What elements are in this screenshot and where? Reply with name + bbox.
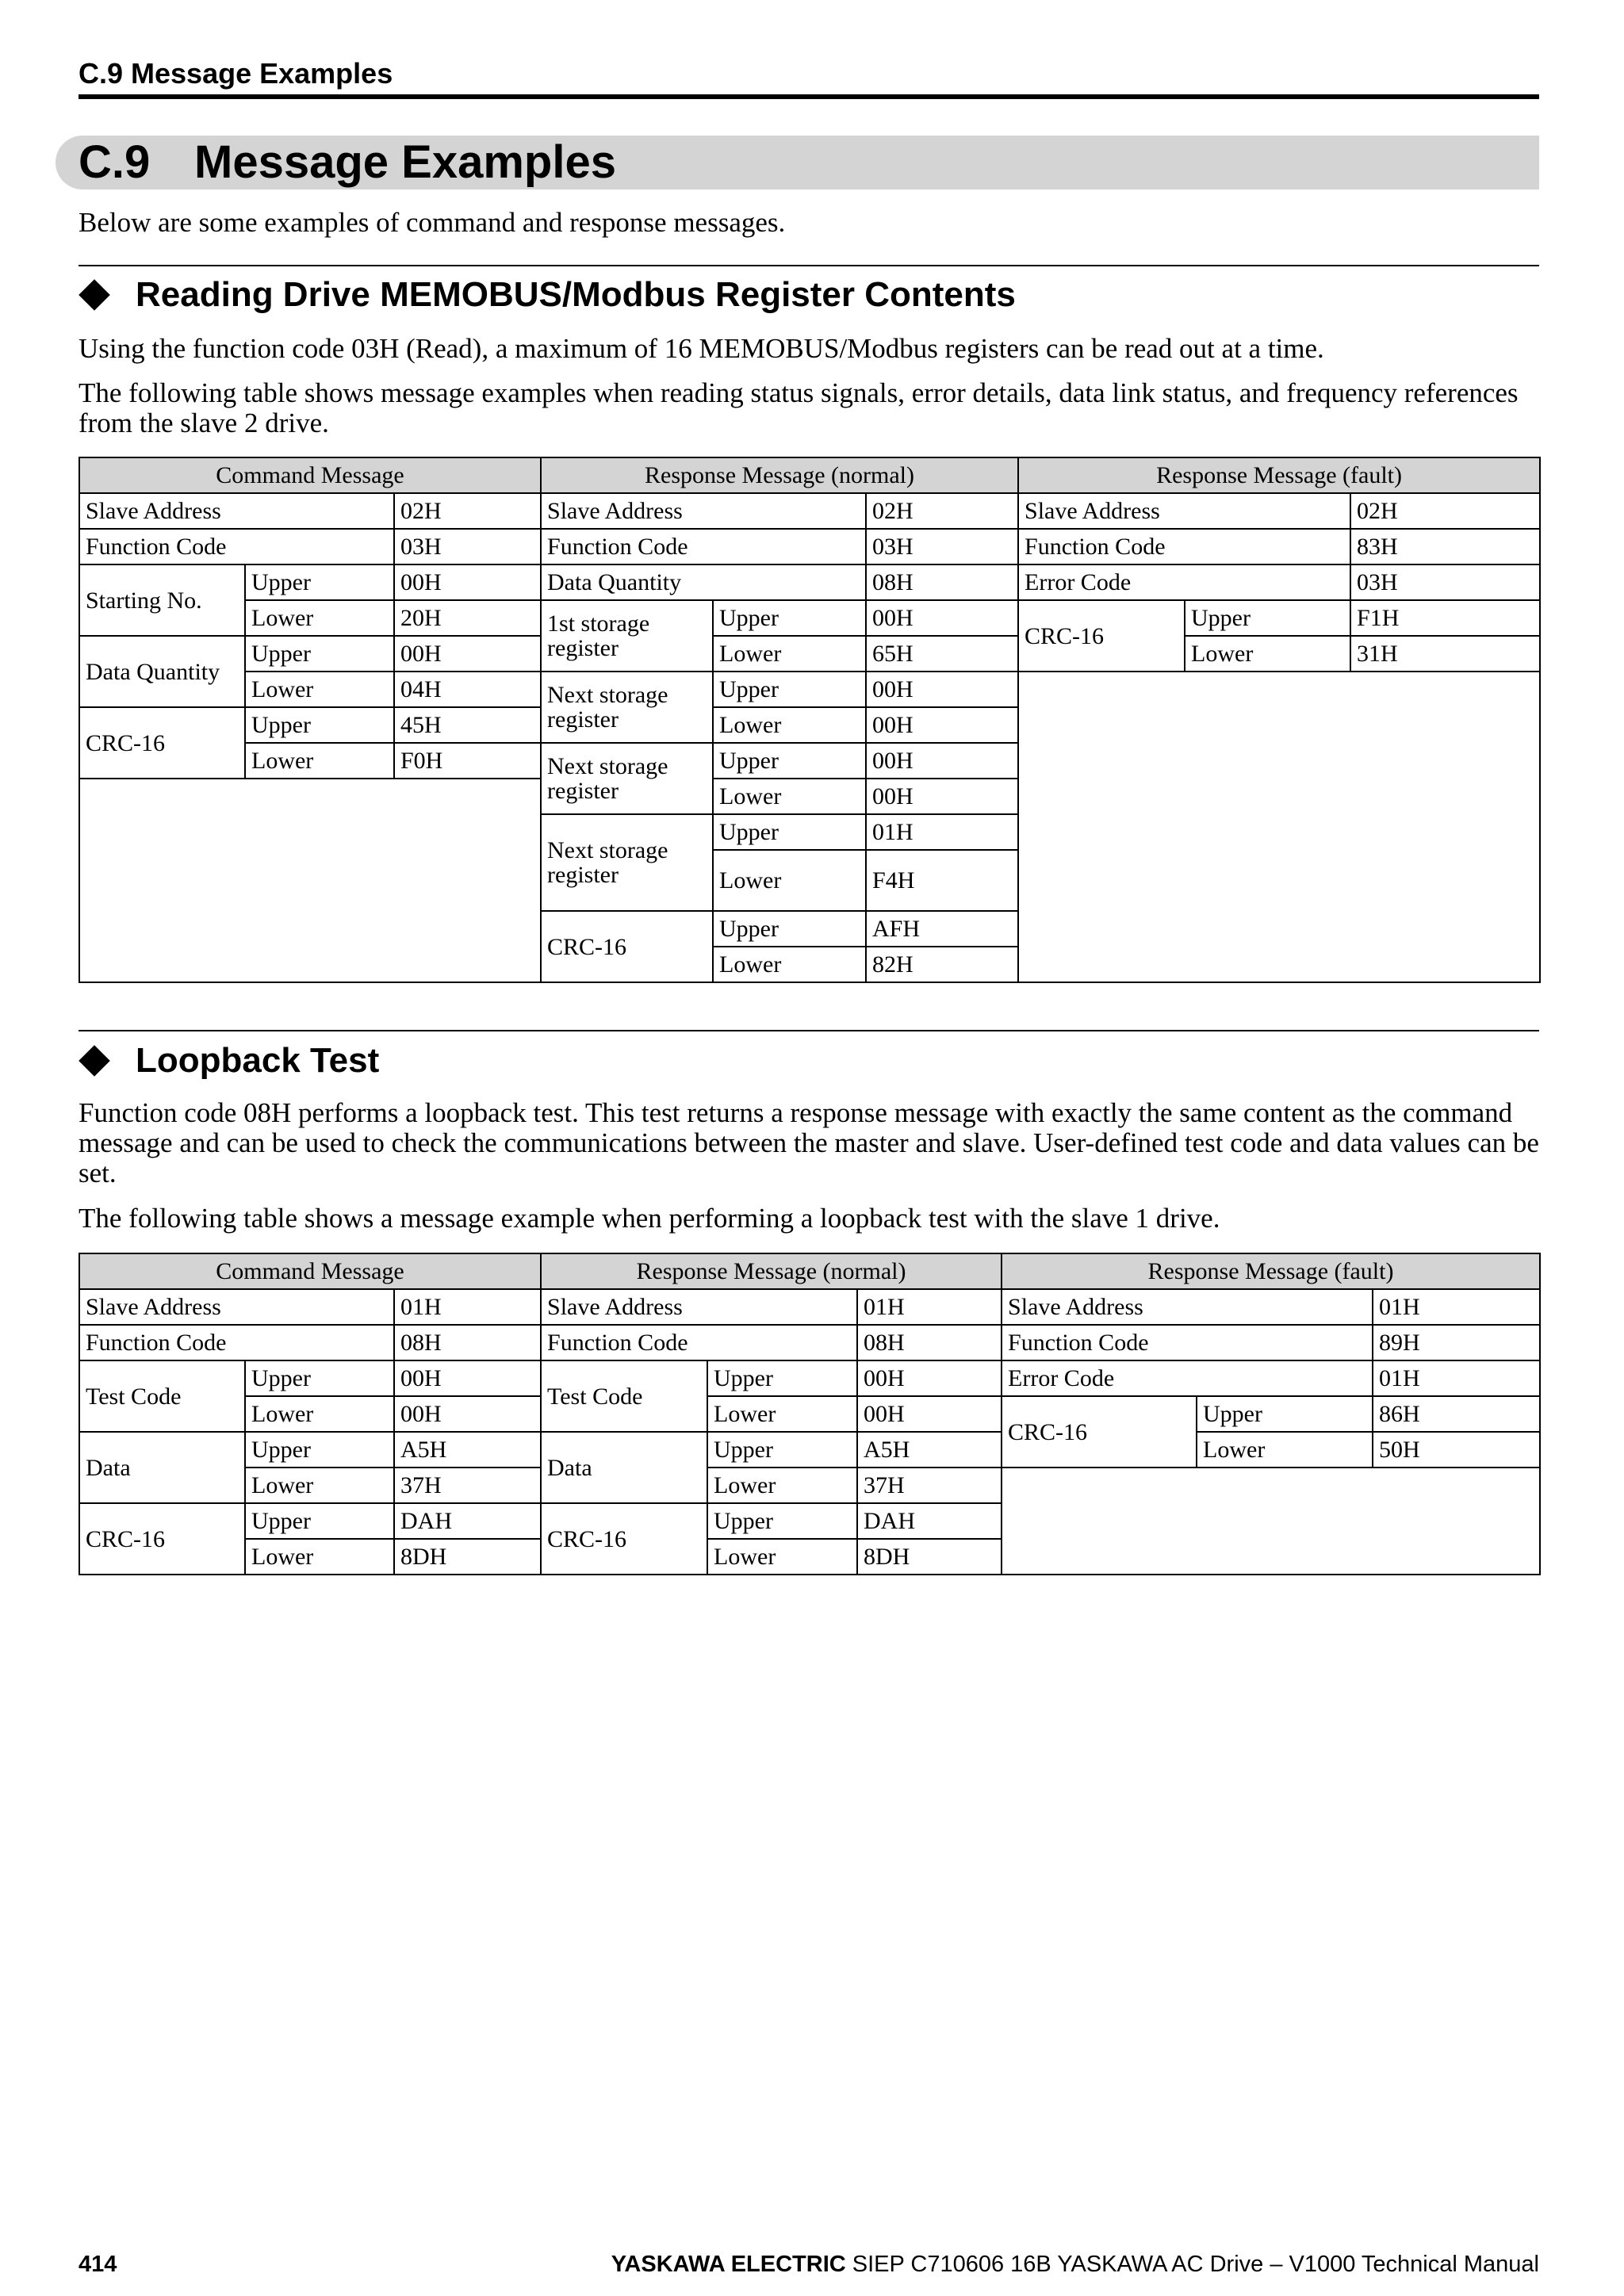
section2-paragraph-1: Function code 08H performs a loopback test. This test returns a response message with exactly the same content as the command message and can be used to check the communications between the master and slave. User-defined test code and data values can be set. — [79, 1097, 1539, 1188]
normal-data-upper-value: A5H — [857, 1432, 1002, 1468]
normal-reg4-lower-label: Lower — [713, 850, 866, 911]
normal-reg4-upper-value: 01H — [866, 814, 1018, 850]
cmd-function-code-value: 03H — [394, 529, 541, 564]
cmd-starting-no-lower-label: Lower — [245, 600, 394, 636]
fault-crc-lower-label: Lower — [1197, 1432, 1373, 1468]
cmd-test-code-upper-value: 00H — [394, 1360, 541, 1396]
normal-crc-lower-label: Lower — [713, 947, 866, 982]
cmd-test-code-upper-label: Upper — [245, 1360, 394, 1396]
cmd-data-quantity-upper-label: Upper — [245, 636, 394, 672]
normal-crc-upper-label: Upper — [713, 911, 866, 947]
normal-reg3-label: Next storage register — [541, 743, 713, 814]
cmd-slave-address-value: 01H — [394, 1289, 541, 1325]
normal-reg1-lower-value: 65H — [866, 636, 1018, 672]
normal-slave-address-value: 02H — [866, 493, 1018, 529]
fault-function-code-value: 89H — [1373, 1325, 1540, 1360]
fault-crc-label — [1018, 600, 1350, 672]
loopback-table — [79, 1253, 1541, 1575]
header-rule — [79, 94, 1539, 99]
normal-function-code-value: 03H — [866, 529, 1018, 564]
cmd-test-code-label: Test Code — [79, 1360, 245, 1432]
normal-crc-upper-label: Upper — [707, 1503, 857, 1539]
normal-reg2-lower-label: Lower — [713, 707, 866, 743]
fault-crc-lower-value: 50H — [1373, 1432, 1540, 1468]
normal-slave-address-label: Slave Address — [541, 1289, 857, 1325]
header-response-normal: Response Message (normal) — [541, 457, 1018, 493]
fault-slave-address-label: Slave Address — [1002, 1289, 1373, 1325]
cmd-starting-no-lower-value: 20H — [394, 600, 541, 636]
cmd-data-upper-value: A5H — [394, 1432, 541, 1468]
cmd-data-upper-label: Upper — [245, 1432, 394, 1468]
fault-function-code-value: 83H — [1350, 529, 1540, 564]
normal-test-code-upper-value: 00H — [857, 1360, 1002, 1396]
cmd-slave-address-label: Slave Address — [79, 1289, 394, 1325]
cmd-crc-upper-label: Upper — [245, 1503, 394, 1539]
page-number: 414 — [79, 2252, 117, 2277]
normal-crc-label: CRC-16 — [541, 911, 713, 982]
fault-crc-subtable — [1019, 601, 1350, 671]
fault-slave-address-value: 01H — [1373, 1289, 1540, 1325]
normal-reg1-upper-label: Upper — [713, 600, 866, 636]
normal-crc-label: CRC-16 — [541, 1503, 707, 1575]
fault-crc-label: CRC-16 — [1002, 1396, 1197, 1468]
normal-reg3-upper-label: Upper — [713, 743, 866, 779]
cmd-data-label: Data — [79, 1432, 245, 1503]
footer-manual: SIEP C710606 16B YASKAWA AC Drive – V1000 Technical Manual — [852, 2252, 1539, 2277]
cmd-crc-lower-label: Lower — [245, 743, 394, 779]
register-read-table — [79, 457, 1541, 983]
cmd-data-quantity-lower-label: Lower — [245, 672, 394, 707]
normal-reg2-upper-label: Upper — [713, 672, 866, 707]
normal-reg4-label: Next storage register — [541, 814, 713, 911]
section1-paragraph-1: Using the function code 03H (Read), a maximum of 16 MEMOBUS/Modbus registers can be read out at a time. — [79, 333, 1324, 364]
normal-data-upper-label: Upper — [707, 1432, 857, 1468]
cmd-data-quantity-upper-value: 00H — [394, 636, 541, 672]
cmd-slave-address-label: Slave Address — [79, 493, 394, 529]
fault-crc-upper-value: F1H — [1350, 600, 1540, 636]
chapter-title: Message Examples — [194, 136, 616, 188]
section1-rule — [79, 265, 1539, 266]
cmd-empty-area — [79, 779, 541, 982]
normal-function-code-value: 08H — [857, 1325, 1002, 1360]
normal-slave-address-value: 01H — [857, 1289, 1002, 1325]
intro-paragraph: Below are some examples of command and response messages. — [79, 207, 786, 238]
fault-empty-area — [1018, 672, 1540, 982]
cmd-data-quantity-lower-value: 04H — [394, 672, 541, 707]
cmd-crc-upper-value: DAH — [394, 1503, 541, 1539]
cmd-crc-label: CRC-16 — [79, 1503, 245, 1575]
cmd-crc-lower-label: Lower — [245, 1539, 394, 1575]
fault-error-code-label: Error Code — [1018, 564, 1350, 600]
cmd-slave-address-value: 02H — [394, 493, 541, 529]
normal-reg4-upper-label: Upper — [713, 814, 866, 850]
cmd-crc-lower-value: F0H — [394, 743, 541, 779]
fault-crc-lower-value: 31H — [1350, 636, 1540, 672]
fault-crc-upper-value: 86H — [1373, 1396, 1540, 1432]
normal-reg1-lower-label: Lower — [713, 636, 866, 672]
fault-function-code-label: Function Code — [1018, 529, 1350, 564]
cmd-starting-no-upper-value: 00H — [394, 564, 541, 600]
normal-function-code-label: Function Code — [541, 529, 866, 564]
fault-crc-upper-label: Upper — [1185, 601, 1350, 636]
normal-reg1-label: 1st storage register — [541, 600, 713, 672]
fault-error-code-label: Error Code — [1002, 1360, 1373, 1396]
normal-function-code-label: Function Code — [541, 1325, 857, 1360]
normal-reg4-lower-value: F4H — [866, 850, 1018, 911]
cmd-function-code-label: Function Code — [79, 1325, 394, 1360]
cmd-test-code-lower-label: Lower — [245, 1396, 394, 1432]
fault-slave-address-value: 02H — [1350, 493, 1540, 529]
normal-reg1-upper-value: 00H — [866, 600, 1018, 636]
cmd-test-code-lower-value: 00H — [394, 1396, 541, 1432]
fault-crc-lower-label: Lower — [1191, 641, 1254, 667]
cmd-crc-lower-value: 8DH — [394, 1539, 541, 1575]
normal-reg3-lower-label: Lower — [713, 779, 866, 814]
diamond-bullet-icon — [79, 1045, 110, 1077]
normal-reg2-upper-value: 00H — [866, 672, 1018, 707]
normal-reg3-upper-value: 00H — [866, 743, 1018, 779]
normal-data-label: Data — [541, 1432, 707, 1503]
cmd-data-quantity-label: Data Quantity — [79, 636, 245, 707]
normal-test-code-lower-value: 00H — [857, 1396, 1002, 1432]
header-response-fault: Response Message (fault) — [1002, 1253, 1540, 1289]
cmd-function-code-label: Function Code — [79, 529, 394, 564]
header-command-message: Command Message — [79, 457, 541, 493]
section2-heading — [79, 1038, 379, 1084]
fault-function-code-label: Function Code — [1002, 1325, 1373, 1360]
normal-slave-address-label: Slave Address — [541, 493, 866, 529]
fault-slave-address-label: Slave Address — [1018, 493, 1350, 529]
section1-heading-text: Reading Drive MEMOBUS/Modbus Register Contents — [136, 275, 1016, 314]
normal-data-quantity-value: 08H — [866, 564, 1018, 600]
section2-heading-text: Loopback Test — [136, 1041, 380, 1080]
normal-test-code-upper-label: Upper — [707, 1360, 857, 1396]
normal-reg3-lower-value: 00H — [866, 779, 1018, 814]
cmd-data-lower-label: Lower — [245, 1468, 394, 1503]
normal-data-lower-label: Lower — [707, 1468, 857, 1503]
fault-empty-area — [1002, 1468, 1540, 1575]
header-response-normal: Response Message (normal) — [541, 1253, 1002, 1289]
cmd-starting-no-upper-label: Upper — [245, 564, 394, 600]
normal-crc-lower-value: 8DH — [857, 1539, 1002, 1575]
running-header: C.9 Message Examples — [79, 57, 393, 90]
normal-data-quantity-label: Data Quantity — [541, 564, 866, 600]
header-command-message: Command Message — [79, 1253, 541, 1289]
footer-manual-title — [611, 2252, 1539, 2278]
chapter-number: C.9 — [79, 136, 151, 188]
normal-reg2-label: Next storage register — [541, 672, 713, 743]
cmd-data-lower-value: 37H — [394, 1468, 541, 1503]
normal-crc-lower-label: Lower — [707, 1539, 857, 1575]
cmd-starting-no-label: Starting No. — [79, 564, 245, 636]
footer-brand: YASKAWA ELECTRIC — [611, 2252, 846, 2277]
normal-test-code-lower-label: Lower — [707, 1396, 857, 1432]
cmd-crc-upper-value: 45H — [394, 707, 541, 743]
normal-crc-upper-value: DAH — [857, 1503, 1002, 1539]
section1-heading — [79, 272, 1016, 318]
header-response-fault: Response Message (fault) — [1018, 457, 1540, 493]
section2-paragraph-2: The following table shows a message example when performing a loopback test with the slave 1 drive. — [79, 1203, 1220, 1234]
fault-error-code-value: 03H — [1350, 564, 1540, 600]
normal-crc-upper-value: AFH — [866, 911, 1018, 947]
fault-crc-upper-label: Upper — [1197, 1396, 1373, 1432]
cmd-crc-label: CRC-16 — [79, 707, 245, 779]
cmd-crc-upper-label: Upper — [245, 707, 394, 743]
normal-reg2-lower-value: 00H — [866, 707, 1018, 743]
fault-error-code-value: 01H — [1373, 1360, 1540, 1396]
normal-crc-lower-value: 82H — [866, 947, 1018, 982]
fault-crc-label-text: CRC-16 — [1019, 601, 1185, 671]
section2-rule — [79, 1030, 1539, 1031]
normal-data-lower-value: 37H — [857, 1468, 1002, 1503]
cmd-function-code-value: 08H — [394, 1325, 541, 1360]
diamond-bullet-icon — [79, 279, 110, 311]
normal-test-code-label: Test Code — [541, 1360, 707, 1432]
section1-paragraph-2: The following table shows message examples when reading status signals, error details, data link status, and frequency references from the slave 2 drive. — [79, 377, 1519, 438]
